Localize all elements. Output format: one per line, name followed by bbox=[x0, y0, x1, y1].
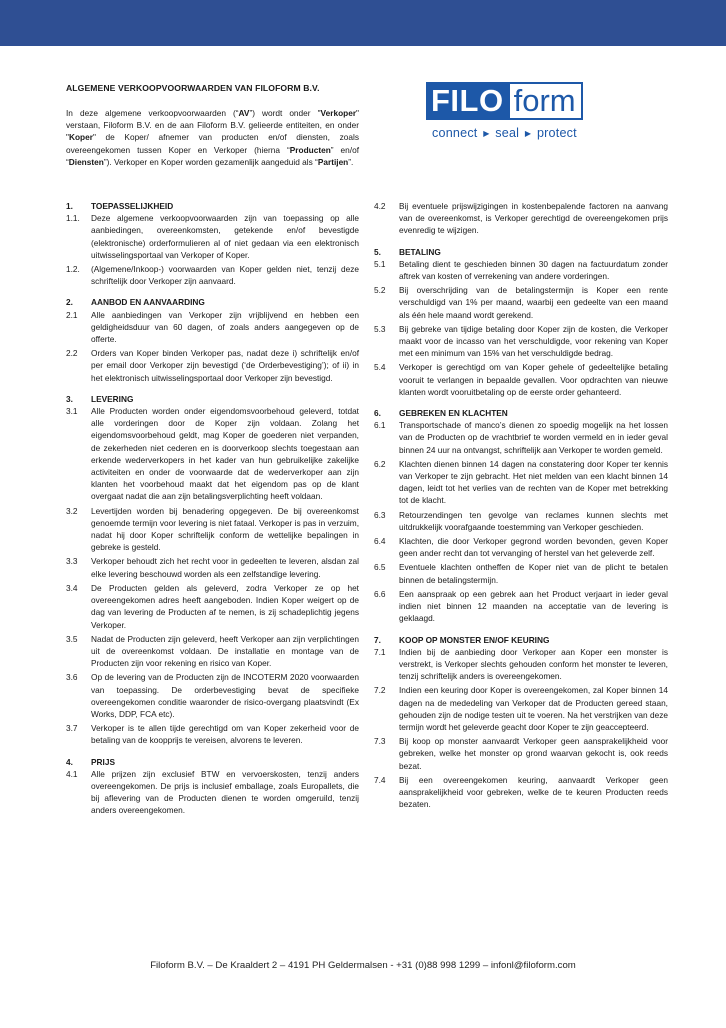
clause bbox=[374, 774, 668, 811]
clause-text: Levertijden worden bij benadering opgegeven. De bij overeenkomst genoemde termijn voor levering is niet fataal. Verkoper is pas in verzuim, nadat hij door Koper schriftelijk conform de wettelijke bepalingen in gebreke is gesteld. bbox=[91, 505, 359, 553]
clause-text: Nadat de Producten zijn geleverd, heeft Verkoper aan zijn verplichtingen uit de overeenkomst voldaan. De installatie en montage van de Producten zijn voor rekening en risico van Koper. bbox=[91, 633, 359, 669]
section-number: 7. bbox=[374, 634, 381, 645]
clause-text: Deze algemene verkoopvoorwaarden zijn van toepassing op alle aanbiedingen, overeenkomsten, getekende en/of bevestigde (elektronische) orderformulieren al of niet gedaan via een elektronisch uitwisselingsportaal van Verkoper of Koper. bbox=[91, 213, 359, 260]
clause-number: 1.2. bbox=[66, 264, 80, 275]
clause bbox=[66, 263, 359, 287]
section bbox=[374, 634, 668, 811]
clause-number: 5.1 bbox=[374, 258, 386, 269]
section-heading bbox=[66, 296, 359, 308]
header-band bbox=[0, 0, 726, 46]
clause-text: Eventuele klachten ontheffen de Koper niet van de plicht te betalen binnen de betalingstermijn. bbox=[399, 562, 668, 585]
clause bbox=[374, 684, 668, 733]
clause-number: 5.3 bbox=[374, 323, 386, 334]
clause bbox=[66, 405, 359, 503]
clause-number: 2.2 bbox=[66, 348, 78, 359]
section-number: 5. bbox=[374, 246, 381, 257]
clause-number: 6.3 bbox=[374, 509, 386, 520]
clause-number: 6.1 bbox=[374, 420, 386, 431]
clause bbox=[374, 361, 668, 398]
clause bbox=[374, 561, 668, 585]
clause bbox=[374, 284, 668, 321]
clause-number: 7.1 bbox=[374, 646, 386, 657]
section-heading bbox=[66, 200, 359, 212]
section-title: AANBOD EN AANVAARDING bbox=[91, 297, 205, 308]
logo-tagline bbox=[426, 126, 616, 140]
section-heading bbox=[66, 756, 359, 768]
section-number: 1. bbox=[66, 201, 73, 211]
tagline-protect: protect bbox=[536, 126, 577, 140]
clause-text: Bij overschrijding van de betalingstermijn is Koper een rente verschuldigd van 1% per maand, waarbij een gedeelte van een maand als één hele maand wordt gerekend. bbox=[399, 285, 668, 320]
tagline-connect: connect bbox=[432, 126, 478, 140]
clause-text: Betaling dient te geschieden binnen 30 dagen na factuurdatum zonder aftrek van kosten of verrekening van andere vorderingen. bbox=[399, 258, 668, 282]
intro-text: " de Koper/ afnemer van producten en/of diensten, zoals overeengekomen tussen Koper en Verkoper (hierna “ bbox=[66, 132, 359, 155]
clause-number: 3.7 bbox=[66, 723, 78, 734]
section bbox=[374, 200, 668, 237]
intro-text: ”. bbox=[348, 156, 354, 167]
right-column bbox=[374, 200, 668, 819]
logo-filo-text: FILO bbox=[426, 82, 510, 120]
clause bbox=[66, 722, 359, 746]
clause bbox=[374, 419, 668, 456]
section-number: 4. bbox=[66, 756, 73, 767]
clause bbox=[66, 768, 359, 817]
clause-number: 3.6 bbox=[66, 672, 78, 683]
clause-text: Klachten, die door Verkoper gegrond worden bevonden, geven Koper geen ander recht dan tot vervanging of herstel van het geleverde zelf. bbox=[399, 536, 668, 559]
section-heading bbox=[374, 407, 668, 419]
clause-text: Bij een overeengekomen keuring, aanvaardt Verkoper geen aansprakelijkheid voor gebreken, welke de te keuren Producten reeds bezaten. bbox=[399, 774, 668, 810]
intro-term: Partijen bbox=[317, 156, 349, 167]
clause-number: 7.3 bbox=[374, 736, 386, 747]
clause bbox=[374, 323, 668, 360]
section-title: BETALING bbox=[399, 246, 441, 257]
section bbox=[66, 756, 359, 817]
clause bbox=[66, 555, 359, 579]
clause-number: 3.1 bbox=[66, 406, 78, 417]
clause-text: Bij koop op monster aanvaardt Verkoper geen aansprakelijkheid voor gebreken, welke het monster op grond waarvan gekocht is, ook reeds bezat. bbox=[399, 736, 668, 771]
intro-text: ”). Verkoper en Koper worden gezamenlijk aangeduid als “ bbox=[103, 156, 318, 167]
clause bbox=[374, 646, 668, 683]
clause-text: Bij eventuele prijswijzigingen in kostenbepalende factoren na aanvang van de overeenkomst, is Verkoper gerechtigd de overeengekomen prijs evenredig te wijzigen. bbox=[399, 201, 668, 236]
clause-number: 3.3 bbox=[66, 556, 78, 567]
clause-text: Verkoper is te allen tijde gerechtigd om van Koper zekerheid voor de betaling van de koopprijs te vereisen, alvorens te leveren. bbox=[91, 723, 359, 746]
clause-number: 6.6 bbox=[374, 588, 386, 599]
clause-text: (Algemene/Inkoop-) voorwaarden van Koper gelden niet, tenzij deze schriftelijk door Verkoper zijn aanvaard. bbox=[91, 264, 359, 287]
clause-number: 6.2 bbox=[374, 458, 386, 469]
clause-number: 6.5 bbox=[374, 562, 386, 573]
clause-number: 5.2 bbox=[374, 285, 386, 296]
section bbox=[66, 393, 359, 747]
clause-number: 4.2 bbox=[374, 201, 386, 211]
section-heading bbox=[374, 634, 668, 646]
section-title: KOOP OP MONSTER EN/OF KEURING bbox=[399, 634, 550, 645]
section bbox=[374, 246, 668, 398]
clause-text: Verkoper is gerechtigd om van Koper gehele of gedeeltelijke betaling vooruit te verlangen in bepaalde gevallen. Voor opdrachten van nieuwe klanten wordt vooruitbetaling op de eerste order gehanteerd. bbox=[399, 362, 668, 397]
clause-text: Een aanspraak op een gebrek aan het Product verjaart in ieder geval indien niet binnen 12 maanden na acceptatie van de levering is geklaagd. bbox=[399, 588, 668, 624]
clause-number: 4.1 bbox=[66, 768, 78, 779]
clause-text: Alle prijzen zijn exclusief BTW en vervoerskosten, tenzij anders overeengekomen. De prijs is inclusief emballage, zoals Europallets, die bij aflevering van de Producten dienen te worden omgeruild, tenzij anders overeengekomen. bbox=[91, 768, 359, 816]
clause bbox=[374, 535, 668, 559]
arrow-right-icon: ▶ bbox=[483, 129, 490, 138]
clause-text: Bij gebreke van tijdige betaling door Koper zijn de kosten, die Verkoper maakt voor de incasso van het verschuldigde, voor rekening van Koper met een minimum van 15% van het verschuldigde bedrag. bbox=[399, 323, 668, 359]
clause-number: 6.4 bbox=[374, 536, 386, 547]
clause-text: Alle Producten worden onder eigendomsvoorbehoud geleverd, totdat alle vorderingen door de Koper zijn voldaan. Zolang het eigendomsvoorbehoud geldt, mag Koper de goederen niet verpanden, de zekerheden niet cederen en is doorverkoop slechts toegestaan aan erkende wederverkopers in het kader van hun gebruikelijke zakelijke activiteiten en onder de voorwaarde dat de wederverkoper aan zijn klanten het voorbehoud maakt dat het eigendom pas op de klant overgaat nadat die aan zijn betalingsverplichting heeft voldaan. bbox=[91, 406, 359, 502]
arrow-right-icon: ▶ bbox=[524, 129, 532, 138]
clause-text: Indien bij de aanbieding door Verkoper aan Koper een monster is verstrekt, is Verkoper slechts gehouden conform het monster te leveren, tenzij schriftelijk anders is overeengekomen. bbox=[399, 646, 668, 682]
clause bbox=[374, 258, 668, 282]
section-heading bbox=[374, 246, 668, 258]
clause-text: Retourzendingen ten gevolge van reclames kunnen slechts met uitdrukkelijk voorafgaande toestemming van Verkoper geschieden. bbox=[399, 509, 668, 532]
clause-text: Alle aanbiedingen van Verkoper zijn vrijblijvend en hebben een geldigheidsduur van 60 dagen, of zoals anders aangegeven op de offerte. bbox=[91, 309, 359, 345]
intro-term: Koper bbox=[68, 132, 93, 143]
clause bbox=[374, 458, 668, 507]
intro-text: In deze algemene verkoopvoorwaarden (“ bbox=[66, 108, 239, 118]
intro-text: " verstaan, Filoform B.V. en de aan Filoform B.V. gelieerde entiteiten, en onder " bbox=[66, 108, 359, 143]
clause-number: 3.2 bbox=[66, 505, 78, 516]
tagline-seal: seal bbox=[495, 126, 520, 140]
section-number: 3. bbox=[66, 393, 73, 404]
clause-number: 7.4 bbox=[374, 774, 386, 785]
clause-text: Op de levering van de Producten zijn de INCOTERM 2020 voorwaarden van toepassing. De orderbevestiging bevat de specifieke overeengekomen conditie waaronder de risico-overgang plaatsvindt (Ex Works, DDP, FCA etc). bbox=[91, 672, 359, 719]
clause-text: Orders van Koper binden Verkoper pas, nadat deze i) schriftelijk en/of per email door Verkoper zijn bevestigd (‘de Orderbevestiging’); of ii) in het elektronisch uitwisselingsportaal door Verkoper zijn bevestigd. bbox=[91, 348, 359, 383]
clause-text: Verkoper behoudt zich het recht voor in gedeelten te leveren, alsdan zal elke levering beschouwd worden als een zelfstandige levering. bbox=[91, 556, 359, 579]
section bbox=[66, 200, 359, 287]
clause bbox=[66, 505, 359, 554]
clause bbox=[66, 347, 359, 384]
intro-term: Producten bbox=[289, 144, 331, 155]
section-title: GEBREKEN EN KLACHTEN bbox=[399, 408, 508, 419]
clause bbox=[66, 212, 359, 261]
section-number: 2. bbox=[66, 297, 73, 308]
intro-text: ”) wordt onder " bbox=[249, 108, 321, 118]
section-number: 6. bbox=[374, 408, 381, 419]
intro-term: Diensten bbox=[68, 156, 104, 167]
clause-text: De Producten gelden als geleverd, zodra Verkoper ze op het overeengekomen adres heeft aangeboden. Indien Koper weigert op de dag van levering de Producten af te nemen, is zij schadeplichtig jegens Verkoper. bbox=[91, 582, 359, 630]
clause-number: 2.1 bbox=[66, 309, 78, 320]
clause bbox=[66, 671, 359, 720]
intro-term: Verkoper bbox=[320, 108, 357, 118]
clause bbox=[66, 309, 359, 346]
clause bbox=[66, 633, 359, 670]
document-title: ALGEMENE VERKOOPVOORWAARDEN VAN FILOFORM B.V. bbox=[66, 83, 320, 93]
clause bbox=[374, 200, 668, 237]
clause-number: 5.4 bbox=[374, 362, 386, 373]
intro-term: AV bbox=[238, 108, 250, 118]
section-title: PRIJS bbox=[91, 756, 115, 767]
clause bbox=[66, 582, 359, 631]
left-column bbox=[66, 200, 359, 826]
logo-wordmark bbox=[426, 82, 616, 120]
clause bbox=[374, 509, 668, 533]
section bbox=[66, 296, 359, 383]
clause bbox=[374, 735, 668, 772]
clause-number: 3.5 bbox=[66, 633, 78, 644]
clause bbox=[374, 588, 668, 625]
clause-number: 7.2 bbox=[374, 685, 386, 696]
clause-number: 1.1. bbox=[66, 213, 80, 224]
intro-paragraph bbox=[66, 107, 359, 168]
section bbox=[374, 407, 668, 624]
clause-text: Transportschade of manco’s dienen zo spoedig mogelijk na het lossen van de Producten op de vrachtbrief te worden vermeld en in ieder geval binnen 24 uur na ontvangst, schriftelijk aan Verkoper te worden gemeld. bbox=[399, 420, 668, 455]
intro-text: ” en/of “ bbox=[66, 144, 359, 167]
clause-text: Indien een keuring door Koper is overeengekomen, zal Koper binnen 14 dagen na de mededeling van Verkoper dat de Producten gereed staan, gehouden zijn de nodige testen uit te voeren. Na het verstrijken van deze termijn wordt het geleverde geacht door Koper te zijn geaccepteerd. bbox=[399, 685, 668, 732]
clause-number: 3.4 bbox=[66, 582, 78, 593]
section-title: LEVERING bbox=[91, 393, 134, 404]
clause-text: Klachten dienen binnen 14 dagen na constatering door Koper ter kennis van Verkoper te zijn gebracht. Het niet melden van een klacht binnen 14 dagen, leidt tot het verlies van de rechten van de Koper met betrekking tot de klacht. bbox=[399, 458, 668, 506]
section-title: TOEPASSELIJKHEID bbox=[91, 201, 174, 211]
section-heading bbox=[66, 393, 359, 405]
filoform-logo bbox=[426, 82, 616, 146]
footer-contact: Filoform B.V. – De Kraaldert 2 – 4191 PH Geldermalsen - +31 (0)88 998 1299 – infonl@filoform.com bbox=[150, 960, 576, 971]
logo-form-text: form bbox=[510, 82, 583, 120]
